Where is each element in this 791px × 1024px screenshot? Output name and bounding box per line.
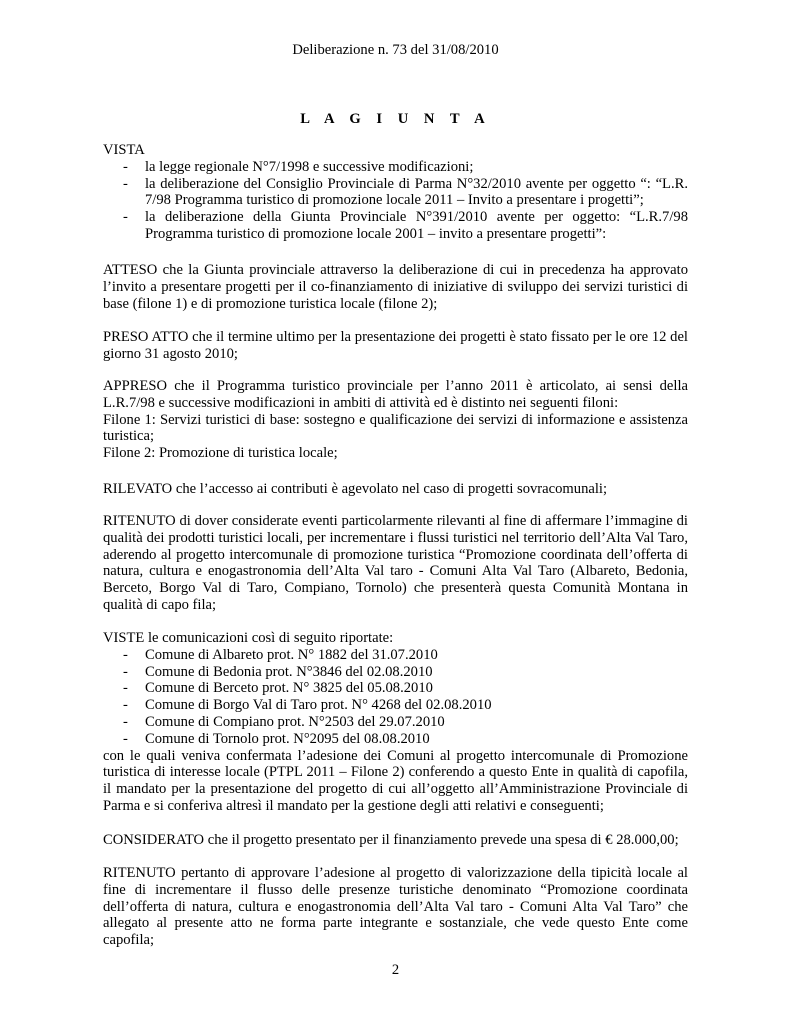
document-header: Deliberazione n. 73 del 31/08/2010	[292, 42, 499, 58]
atteso-paragraph	[103, 262, 688, 312]
filone-2-text: Filone 2: Promozione di turistica locale;	[103, 445, 338, 462]
paragraph-text: RITENUTO pertanto di approvare l’adesione al progetto di valorizzazione della tipicità locale al fine di incrementare il flusso delle presenze turistiche denominato “Promozione coordinata dell’offerta di natura, cultura e enogastronomia dell’Alta Val taro - Comuni Alta Val Taro” che allegato al presente atto ne forma parte integrante e sostanziale, che vede questo Ente come capofila;	[103, 865, 688, 949]
paragraph-text: PRESO ATTO che il termine ultimo per la presentazione dei progetti è stato fissato per le ore 12 del giorno 31 agosto 2010;	[103, 329, 688, 362]
ritenuto-paragraph	[103, 513, 688, 614]
list-item: - Comune di Albareto prot. N° 1882 del 31.07.2010	[123, 646, 438, 663]
list-item: - Comune di Compiano prot. N°2503 del 29.07.2010	[123, 713, 445, 730]
list-item: - Comune di Bedonia prot. N°3846 del 02.08.2010	[123, 663, 433, 680]
appreso-paragraph	[103, 378, 688, 462]
page-number: 2	[391, 962, 400, 978]
dash-bullet: -	[123, 209, 128, 226]
dash-bullet: -	[123, 680, 128, 697]
paragraph-text: ATTESO che la Giunta provinciale attraverso la deliberazione di cui in precedenza ha approvato l’invito a presentare progetti per il co-finanziamento di iniziative di sviluppo dei servizi turistici di base (filone 1) e di promozione turistica locale (filone 2);	[103, 262, 688, 312]
paragraph-text: APPRESO che il Programma turistico provinciale per l’anno 2011 è articolato, ai sensi della L.R.7/98 e successive modificazioni in ambiti di attività ed è distinto nei seguenti filoni:	[103, 378, 688, 411]
filone-1-text: Filone 1: Servizi turistici di base: sostegno e qualificazione dei servizi di informazione e assistenza turistica;	[103, 411, 688, 445]
list-item: - la legge regionale N°7/1998 e successive modificazioni;	[123, 158, 474, 175]
viste-section	[103, 630, 688, 815]
paragraph-text: RITENUTO di dover considerate eventi particolarmente rilevanti al fine di affermare l’immagine di qualità dei prodotti turistici locali, per incrementare i flussi turistici nel territorio dell’Alta Val Taro, aderendo al progetto intercomunale di promozione turistica “Promozione coordinata dell’offerta di natura, cultura e enogastronomia dell’Alta Val taro - Comuni Alta Val Taro (Albareto, Bedonia, Berceto, Borgo Val di Taro, Compiano, Tornolo) che presenterà questa Comunità Montana in qualità di capo fila;	[103, 513, 688, 613]
paragraph-text: con le quali veniva confermata l’adesione dei Comuni al progetto intercomunale di Promozione turistica di interesse locale (PTPL 2011 – Filone 2) conferendo a questo Ente in qualità di capofila, il mandato per la presentazione del progetto di cui all’oggetto all’Amministrazione Provinciale di Parma e si conferiva altresì il mandato per la gestione degli atti relativi e conseguenti;	[103, 747, 688, 814]
considerato-paragraph	[103, 832, 688, 849]
dash-bullet: -	[123, 158, 128, 175]
comuni-list	[103, 647, 688, 748]
paragraph-text: CONSIDERATO che il progetto presentato per il finanziamento prevede una spesa di € 28.000,00;	[103, 832, 679, 848]
dash-bullet: -	[123, 175, 128, 192]
dash-bullet: -	[123, 663, 128, 680]
vista-list	[103, 159, 688, 243]
list-item: - la deliberazione del Consiglio Provinciale di Parma N°32/2010 avente per oggetto “: “L.R. 7/98 Programma turistico di promozione locale 2011 – Invito a presentare i progetti”;	[123, 175, 688, 209]
viste-label: VISTE le comunicazioni così di seguito riportate:	[103, 630, 394, 646]
vista-section	[103, 142, 688, 243]
list-item: - la deliberazione della Giunta Provinciale N°391/2010 avente per oggetto: “L.R.7/98 Programma turistico di promozione locale 2001 – invito a presentare progetti”:	[123, 209, 688, 242]
preso-atto-paragraph	[103, 329, 688, 363]
dash-bullet: -	[123, 730, 128, 747]
list-item: - Comune di Borgo Val di Taro prot. N° 4268 del 02.08.2010	[123, 697, 492, 714]
ritenuto-pertanto-paragraph	[103, 865, 688, 949]
vista-label: VISTA	[103, 142, 145, 158]
paragraph-text: RILEVATO che l’accesso ai contributi è agevolato nel caso di progetti sovracomunali;	[103, 481, 608, 497]
list-item: - Comune di Tornolo prot. N°2095 del 08.08.2010	[123, 730, 430, 747]
section-title: L A G I U N T A	[300, 111, 491, 127]
dash-bullet: -	[123, 697, 128, 714]
rilevato-paragraph	[103, 481, 688, 498]
list-item: - Comune di Berceto prot. N° 3825 del 05.08.2010	[123, 680, 433, 697]
dash-bullet: -	[123, 646, 128, 663]
dash-bullet: -	[123, 713, 128, 730]
